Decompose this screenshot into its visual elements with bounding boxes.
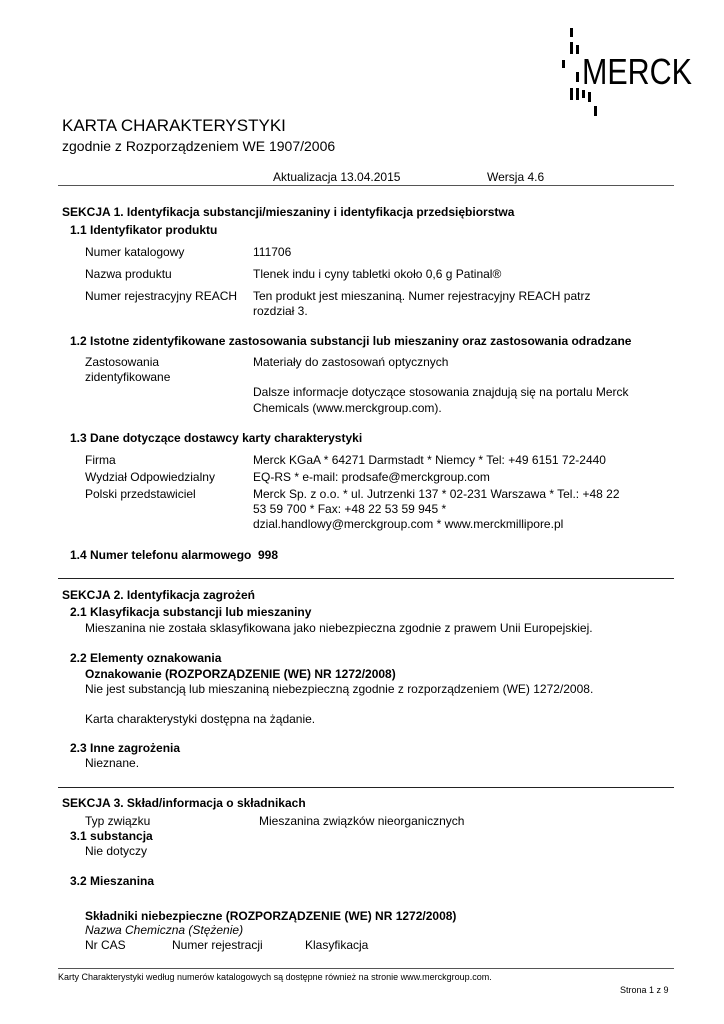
other-hazards-text: Nieznane.	[85, 756, 140, 770]
footer-note: Karty Charakterystyki według numerów katalogowych są dostępne również na stronie www.merckgroup.com.	[58, 972, 492, 982]
sds-available-text: Karta charakterystyki dostępna na żądanie.	[85, 712, 316, 726]
version: Wersja 4.6	[487, 170, 545, 184]
merck-logo	[560, 28, 700, 118]
page-number: Strona 1 z 9	[620, 985, 669, 995]
merck-logo-mark	[560, 28, 700, 118]
reach-value-line-1: Ten produkt jest mieszaniną. Numer rejestracyjny REACH patrz	[253, 289, 591, 303]
hazardous-components-heading: Składniki niebezpieczne (ROZPORZĄDZENIE (WE) NR 1272/2008)	[85, 909, 457, 923]
representative-line-3: dzial.handlowy@merckgroup.com * www.merckmillipore.pl	[253, 517, 564, 531]
product-name-value: Tlenek indu i cyny tabletki około 0,6 g Patinal®	[253, 267, 502, 281]
section-1-heading: SEKCJA 1. Identyfikacja substancji/mieszaniny i identyfikacja przedsiębiorstwa	[62, 205, 515, 219]
column-cas: Nr CAS	[85, 938, 126, 952]
subsection-2-2-heading: 2.2 Elementy oznakowania	[70, 651, 222, 665]
more-info-line-1: Dalsze informacje dotyczące stosowania znajdują się na portalu Merck	[253, 385, 629, 399]
column-registration: Numer rejestracji	[172, 938, 263, 952]
compound-type-value: Mieszanina związków nieorganicznych	[259, 814, 465, 828]
subsection-3-1-heading: 3.1 substancja	[70, 829, 153, 843]
chemical-name-header: Nazwa Chemiczna (Stężenie)	[85, 923, 244, 937]
section-2-heading: SEKCJA 2. Identyfikacja zagrożeń	[62, 588, 255, 602]
labelling-text: Nie jest substancją lub mieszaniną niebezpieczną zgodnie z rozporządzeniem (WE) 1272/2008.	[85, 682, 594, 696]
representative-label: Polski przedstawiciel	[85, 487, 196, 501]
logo-text: MERCK	[582, 51, 692, 92]
more-info-line-2: Chemicals (www.merckgroup.com).	[253, 401, 442, 415]
column-classification: Klasyfikacja	[305, 938, 369, 952]
section-divider	[58, 787, 674, 788]
compound-type-label: Typ związku	[85, 814, 151, 828]
department-value: EQ-RS * e-mail: prodsafe@merckgroup.com	[253, 470, 490, 484]
divider	[58, 185, 674, 186]
uses-label-line-2: zidentyfikowane	[85, 370, 171, 384]
subsection-1-3-heading: 1.3 Dane dotyczące dostawcy karty charakterystyki	[70, 431, 363, 445]
firm-value: Merck KGaA * 64271 Darmstadt * Niemcy * Tel: +49 6151 72-2440	[253, 453, 606, 467]
emergency-phone-label: 1.4 Numer telefonu alarmowego	[70, 548, 252, 562]
subsection-3-2-heading: 3.2 Mieszanina	[70, 874, 155, 888]
substance-text: Nie dotyczy	[85, 844, 148, 858]
subsection-2-1-heading: 2.1 Klasyfikacja substancji lub mieszaniny	[70, 605, 312, 619]
uses-label-line-1: Zastosowania	[85, 355, 160, 369]
department-label: Wydział Odpowiedzialny	[85, 470, 215, 484]
subsection-2-3-heading: 2.3 Inne zagrożenia	[70, 741, 181, 755]
update-date: Aktualizacja 13.04.2015	[273, 170, 401, 184]
subsection-1-2-heading: 1.2 Istotne zidentyfikowane zastosowania substancji lub mieszaniny oraz zastosowania odradzane	[70, 334, 632, 348]
emergency-phone-value: 998	[258, 548, 279, 562]
catalog-label: Numer katalogowy	[85, 245, 185, 259]
representative-line-2: 53 59 700 * Fax: +48 22 53 59 945 *	[253, 502, 447, 516]
labelling-subheading: Oznakowanie (ROZPORZĄDZENIE (WE) NR 1272/2008)	[85, 667, 396, 681]
document-subtitle: zgodnie z Rozporządzeniem WE 1907/2006	[62, 138, 336, 154]
representative-line-1: Merck Sp. z o.o. * ul. Jutrzenki 137 * 02-231 Warszawa * Tel.: +48 22	[253, 487, 620, 501]
firm-label: Firma	[85, 453, 116, 467]
reach-label: Numer rejestracyjny REACH	[85, 289, 238, 303]
subsection-1-1-heading: 1.1 Identyfikator produktu	[70, 223, 218, 237]
section-divider	[58, 578, 674, 579]
catalog-value: 111706	[253, 245, 292, 259]
uses-value: Materiały do zastosowań optycznych	[253, 355, 449, 369]
footer-divider	[58, 968, 674, 969]
reach-value-line-2: rozdział 3.	[253, 304, 308, 318]
product-name-label: Nazwa produktu	[85, 267, 172, 281]
section-3-heading: SEKCJA 3. Skład/informacja o składnikach	[62, 796, 306, 810]
document-title: KARTA CHARAKTERYSTYKI	[62, 116, 286, 135]
classification-text: Mieszanina nie została sklasyfikowana jako niebezpieczna zgodnie z prawem Unii Europejskiej.	[85, 621, 593, 635]
